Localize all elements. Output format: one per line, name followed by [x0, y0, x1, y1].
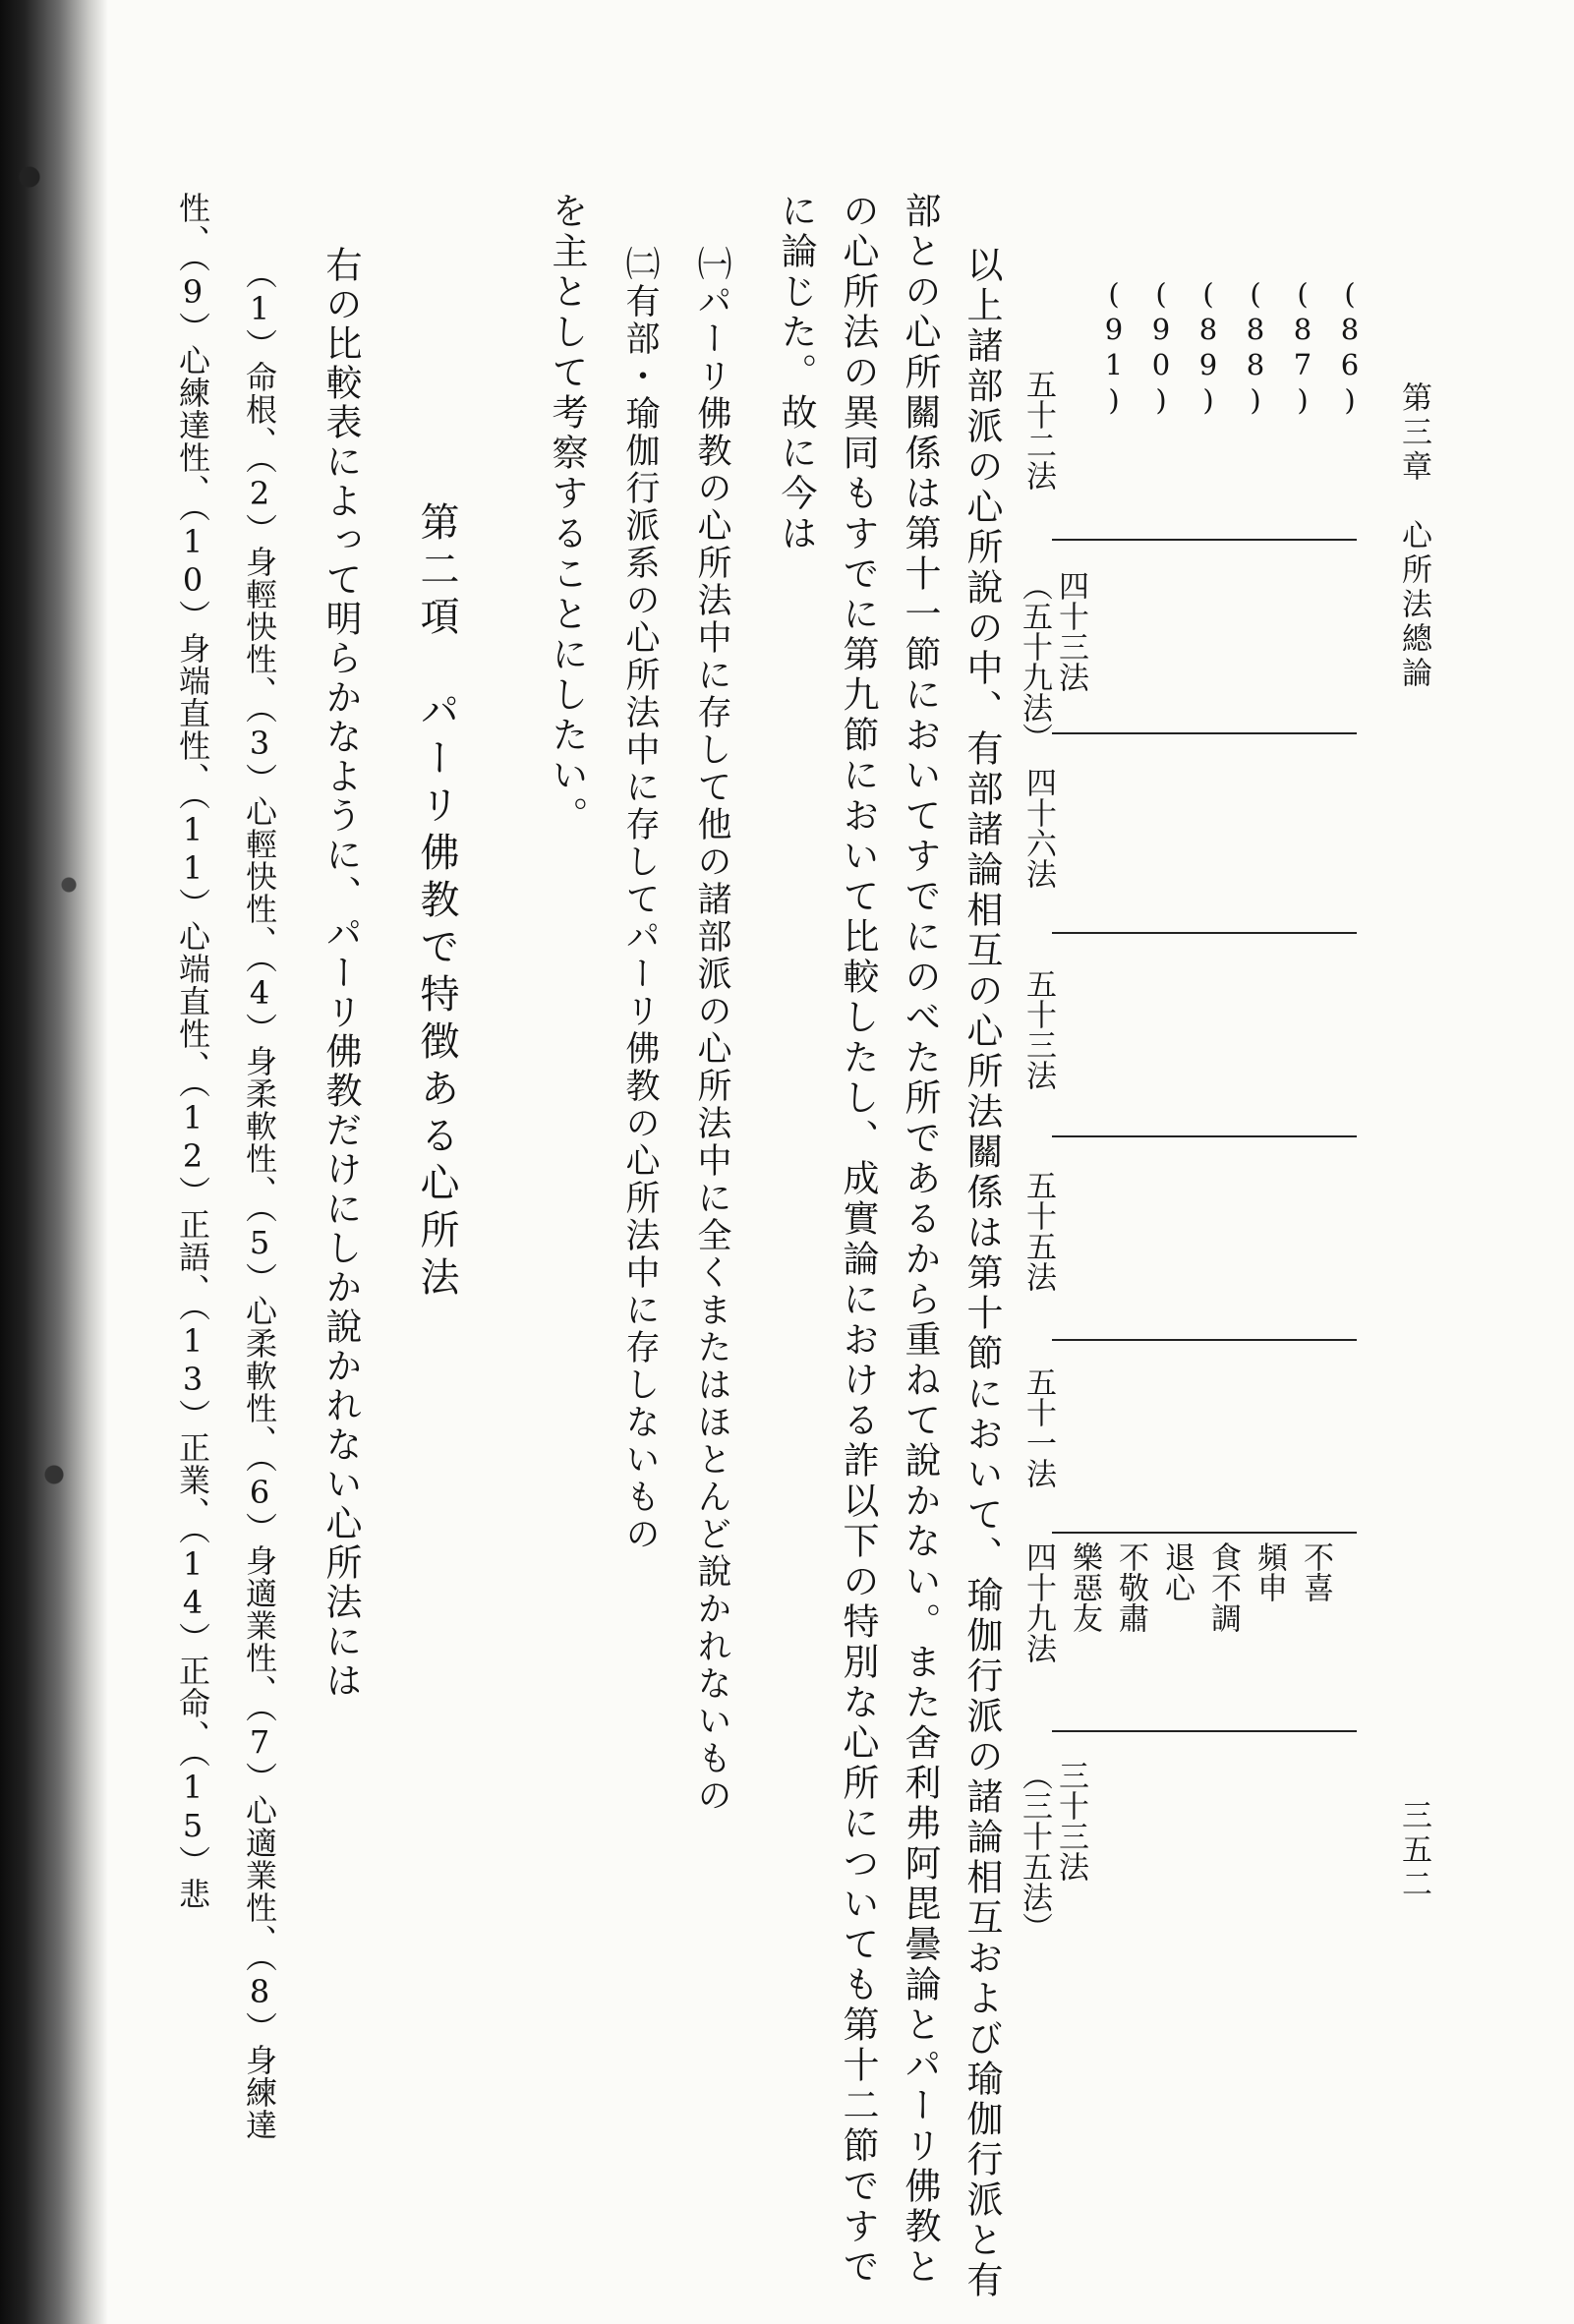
intro-line: 右の比較表によって明らかなように、パーリ佛教だけにしか說かれない心所法には [320, 246, 362, 1701]
total-cell: 五十二法 [1020, 369, 1056, 491]
list-line: （1）命根、（2）身輕快性、（3）心輕快性、（4）身柔軟性、（5）心柔軟性、（6）身適業性、（7）心適業性、（8）身練達 [241, 258, 278, 2141]
row-number: (86) [1333, 277, 1367, 419]
list-line: 性、（9）心練達性、（10）身端直性、（11）心端直性、（12）正語、（13）正業、（14）正命、（15）悲 [174, 192, 211, 1910]
enumerated-item: ㈡有部・瑜伽行派系の心所法中に存してパーリ佛教の心所法中に存しないもの [620, 246, 660, 1553]
total-cell: 四十六法 [1020, 767, 1056, 889]
body-line: を主として考察することにしたい。 [546, 192, 588, 837]
row-number: (89) [1192, 277, 1225, 419]
total-cell: 四十三法 [1053, 570, 1088, 692]
row-number: (90) [1144, 277, 1178, 419]
total-cell-pair [1017, 570, 1088, 753]
total-cell-alt: （五十九法） [1017, 570, 1052, 753]
table-cell: 退心 [1159, 1541, 1195, 1602]
table-rule [1052, 1135, 1357, 1137]
scan-shadow-edge [0, 0, 108, 2324]
body-line: に論じた。故に今は [775, 192, 817, 554]
body-line: 以上諸部派の心所說の中、有部諸論相互の心所法關係は第十節において、瑜伽行派の諸論相互および瑜伽行派と有 [961, 246, 1003, 2301]
body-line: の心所法の異同もすでに第九節において比較したし、成實論における詐以下の特別な心所についても第十二節ですで [837, 192, 879, 2288]
table-cell: 頻申 [1252, 1541, 1287, 1602]
table-cell: 不敬肅 [1113, 1541, 1148, 1633]
total-cell-pair [1017, 1760, 1088, 1943]
row-number: (91) [1097, 277, 1131, 419]
table-cell: 食不調 [1205, 1541, 1241, 1633]
table-cell: 樂惡友 [1067, 1541, 1102, 1633]
total-cell: 五十三法 [1020, 968, 1056, 1090]
table-rule [1052, 932, 1357, 934]
chapter-header: 第三章 心所法總論 [1396, 381, 1431, 691]
total-cell: 三十三法 [1053, 1760, 1088, 1882]
total-cell: 四十九法 [1020, 1541, 1056, 1663]
table-rule [1052, 1339, 1357, 1341]
row-number: (87) [1286, 277, 1319, 419]
total-cell: 五十一法 [1020, 1366, 1056, 1488]
total-cell: 五十五法 [1020, 1170, 1056, 1292]
table-rule [1052, 539, 1357, 541]
total-cell-alt: （三十五法） [1017, 1760, 1052, 1943]
table-rule [1052, 1532, 1357, 1534]
body-line: 部との心所關係は第十一節においてすでにのべた所であるから重ねて說かない。また舍利弗阿毘曇論とパーリ佛教と [899, 192, 941, 2288]
enumerated-item: ㈠パーリ佛教の心所法中に存して他の諸部派の心所法中に全くまたはほとんど說かれないもの [692, 246, 731, 1815]
section-heading: 第二項 パーリ佛教で特徴ある心所法 [414, 501, 459, 1304]
page-number: 三五二 [1396, 1799, 1431, 1902]
table-rule [1052, 732, 1357, 734]
table-rule [1052, 1730, 1357, 1732]
table-cell: 不喜 [1298, 1541, 1333, 1602]
row-number: (88) [1239, 277, 1272, 419]
